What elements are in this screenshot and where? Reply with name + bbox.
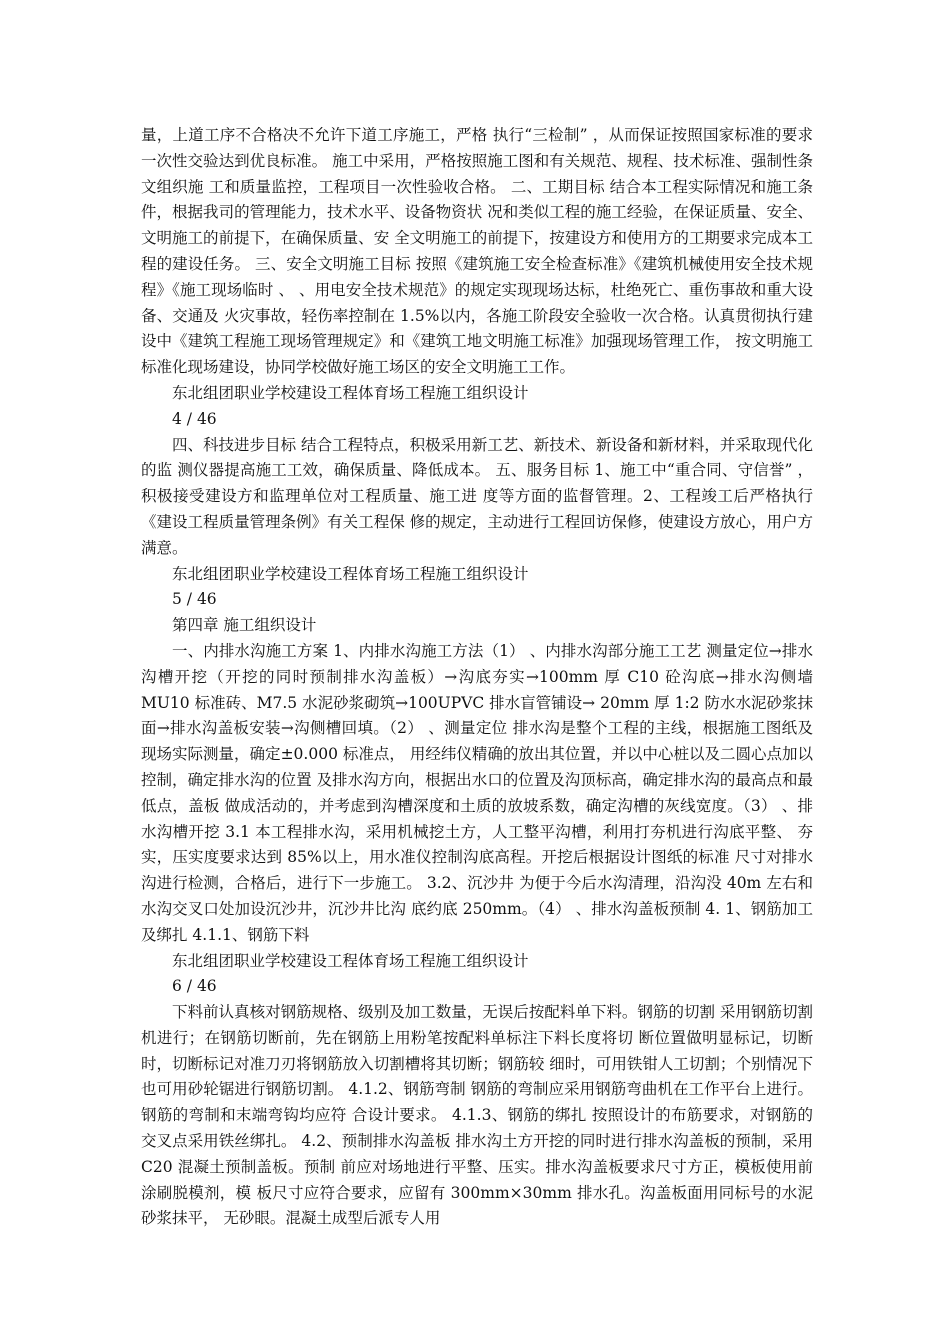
body-paragraph-drainage: 一、内排水沟施工方案 1、内排水沟施工方法（1） 、内排水沟部分施工工艺 测量定位→排水沟槽开挖（开挖的同时预制排水沟盖板）→沟底夯实→100mm 厚 C10 砼沟底→排水沟侧墙 MU10 标准砖、M7.5 水泥砂浆砌筑→100UPVC 排水盲管铺设→ 20mm 厚 1:2 防水水泥砂浆抹面→排水沟盖板安装→沟侧槽回填。（2） 、测量定位 排水沟是整个工程的主线，根据施工图纸及现场实际测量，确定±0.000 标准点， 用经纬仪精确的放出其位置，并以中心桩以及二圆心点加以控制，确定排水沟的位置 及排水沟方向，根据出水口的位置及沟顶标高，确定排水沟的最高点和最低点，盖板 做成活动的，并考虑到沟槽深度和土质的放坡系数，确定沟槽的灰线宽度。（3） 、排水沟槽开挖 3.1 本工程排水沟，采用机械挖土方，人工整平沟槽，利用打夯机进行沟底平整、 夯实，压实度要求达到 85%以上，用水准仪控制沟底高程。开挖后根据设计图纸的标准 尺寸对排水沟进行检测，合格后，进行下一步施工。 3.2、沉沙井 为便于今后水沟清理，沿沟没 40m 左右和水沟交叉口处加设沉沙井，沉沙井比沟 底约底 250mm。（4） 、排水沟盖板预制 4. 1、钢筋加工及绑扎 4.1.1、钢筋下料 <box>141 641 814 944</box>
body-paragraph-targets: 量，上道工序不合格决不允许下道工序施工，严格 执行“三检制” ，从而保证按照国家标准的要求一次性交验达到优良标准。 施工中采用，严格按照施工图和有关规范、规程、技术标准、强制性条文组织施 工和质量监控，工程项目一次性验收合格。 二、工期目标 结合本工程实际情况和施工条件，根据我司的管理能力，技术水平、设备物资状 况和类似工程的施工经验，在保证质量、安全、文明施工的前提下，在确保质量、安 全文明施工的前提下，按建设方和使用方的工期要求完成本工程的建设任务。 三、安全文明施工目标 按照《建筑施工安全检查标准》《建筑机械使用安全技术规程》《施工现场临时 、 、用电安全技术规范》的规定实现现场达标，杜绝死亡、重伤事故和重大设备、交通及 火灾事故，轻伤率控制在 1.5%以内，各施工阶段安全验收一次合格。认真贯彻执行建 设中《建筑工程施工现场管理规定》和《建筑工地文明施工标准》加强现场管理工作， 按文明施工标准化现场建设，协同学校做好施工场区的安全文明施工工作。 <box>141 126 813 377</box>
body-paragraph-tech-service: 四、科技进步目标 结合工程特点，积极采用新工艺、新技术、新设备和新材料，并采取现代化的监 测仪器提高施工工效，确保质量、降低成本。 五、服务目标 1、施工中“重合同、守信誉” ，积极接受建设方和监理单位对工程质量、施工进 度等方面的监督管理。2、工程竣工后严格执行《建设工程质量管理条例》有关工程保 修的规定，主动进行工程回访保修，使建设方放心，用户方满意。 <box>141 435 813 557</box>
document-page <box>141 123 813 1232</box>
running-header: 东北组团职业学校建设工程体育场工程施工组织设计 <box>172 951 529 970</box>
page-number: 6 / 46 <box>172 977 217 996</box>
page-number: 4 / 46 <box>172 409 217 428</box>
chapter-heading: 第四章 施工组织设计 <box>172 616 317 635</box>
running-header: 东北组团职业学校建设工程体育场工程施工组织设计 <box>172 383 529 402</box>
running-header: 东北组团职业学校建设工程体育场工程施工组织设计 <box>172 564 529 583</box>
body-paragraph-rebar: 下料前认真核对钢筋规格、级别及加工数量，无误后按配料单下料。钢筋的切割 采用钢筋切割机进行；在钢筋切断前，先在钢筋上用粉笔按配料单标注下料长度将切 断位置做明显标记，切断时，切断标记对准刀刃将钢筋放入切割槽将其切断；钢筋较 细时，可用铁钳人工切割；个别情况下也可用砂轮锯进行钢筋切割。 4.1.2、钢筋弯制 钢筋的弯制应采用钢筋弯曲机在工作平台上进行。钢筋的弯制和末端弯钩均应符 合设计要求。 4.1.3、钢筋的绑扎 按照设计的布筋要求，对钢筋的交叉点采用铁丝绑扎。 4.2、预制排水沟盖板 排水沟土方开挖的同时进行排水沟盖板的预制，采用 C20 混凝土预制盖板。预制 前应对场地进行平整、压实。排水沟盖板要求尺寸方正，模板使用前涂刷脱模剂，模 板尺寸应符合要求，应留有 300mm×30mm 排水孔。沟盖板面用同标号的水泥砂浆抹平， 无砂眼。混凝土成型后派专人用 <box>141 1003 813 1228</box>
page-number: 5 / 46 <box>172 590 217 609</box>
